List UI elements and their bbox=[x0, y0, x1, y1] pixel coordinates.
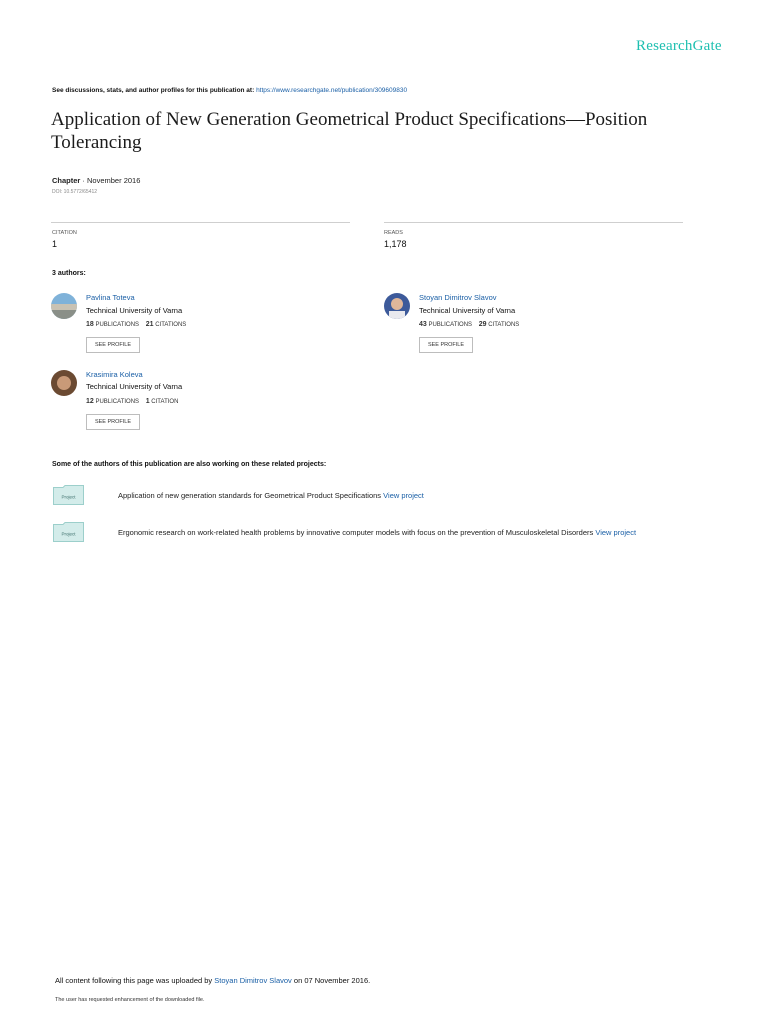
publication-url-link[interactable]: https://www.researchgate.net/publication/309609830 bbox=[256, 87, 408, 94]
author-institution: Technical University of Varna bbox=[419, 306, 516, 315]
reads-label: READS bbox=[384, 230, 403, 236]
project-icon-label: Project bbox=[61, 494, 76, 500]
chapter-type: Chapter bbox=[52, 176, 81, 185]
divider-right bbox=[384, 222, 683, 223]
enhancement-note: The user has requested enhancement of the downloaded file. bbox=[55, 997, 205, 1003]
upload-prefix: All content following this page was uploaded by bbox=[55, 976, 215, 985]
project-title: Ergonomic research on work-related health problems by innovative computer models with focus on the prevention of Musculoskeletal Disorders bbox=[118, 528, 596, 537]
project-folder-icon bbox=[53, 485, 84, 505]
project-title: Application of new generation standards for Geometrical Product Specifications bbox=[118, 491, 384, 500]
author-stats: 18 PUBLICATIONS 21 CITATIONS bbox=[86, 321, 187, 328]
citation-value: 1 bbox=[52, 239, 58, 249]
see-profile-button[interactable]: SEE PROFILE bbox=[419, 337, 473, 353]
upload-suffix: on 07 November 2016. bbox=[291, 976, 371, 985]
related-projects-heading: Some of the authors of this publication are also working on these related projects: bbox=[52, 461, 327, 468]
authors-heading: 3 authors: bbox=[52, 270, 86, 277]
chapter-date: · November 2016 bbox=[80, 176, 141, 185]
author-name-link[interactable]: Krasimira Koleva bbox=[86, 370, 143, 379]
avatar[interactable] bbox=[51, 293, 77, 319]
author-stats: 12 PUBLICATIONS 1 CITATION bbox=[86, 398, 179, 405]
project-icon-label: Project bbox=[61, 531, 76, 537]
citation-label: CITATION bbox=[52, 230, 77, 236]
author-name-link[interactable]: Stoyan Dimitrov Slavov bbox=[419, 293, 497, 302]
avatar[interactable] bbox=[51, 370, 77, 396]
project-item bbox=[118, 491, 424, 500]
person-avatar-icon bbox=[51, 370, 77, 396]
author-stats: 43 PUBLICATIONS 29 CITATIONS bbox=[419, 321, 520, 328]
reads-value: 1,178 bbox=[384, 239, 407, 249]
see-profile-button[interactable]: SEE PROFILE bbox=[86, 337, 140, 353]
landscape-avatar-icon bbox=[51, 293, 77, 319]
author-institution: Technical University of Varna bbox=[86, 306, 183, 315]
author-name-link[interactable]: Pavlina Toteva bbox=[86, 293, 135, 302]
chapter-line bbox=[52, 176, 140, 185]
uploader-link[interactable]: Stoyan Dimitrov Slavov bbox=[214, 976, 292, 985]
view-project-link[interactable]: View project bbox=[383, 491, 424, 500]
author-institution: Technical University of Varna bbox=[86, 382, 183, 391]
avatar[interactable] bbox=[384, 293, 410, 319]
doi: DOI: 10.5772/65412 bbox=[52, 189, 98, 195]
researchgate-logo[interactable]: ResearchGate bbox=[636, 38, 722, 54]
person-avatar-icon bbox=[384, 293, 410, 319]
discussion-line bbox=[52, 87, 407, 94]
view-project-link[interactable]: View project bbox=[595, 528, 637, 537]
upload-note bbox=[55, 976, 370, 985]
see-profile-button[interactable]: SEE PROFILE bbox=[86, 414, 140, 430]
discussion-prefix: See discussions, stats, and author profiles for this publication at: bbox=[52, 87, 257, 94]
project-folder-icon bbox=[53, 522, 84, 542]
page-title: Application of New Generation Geometrical Product Specifications—Position Tolerancing bbox=[51, 109, 648, 153]
project-item bbox=[118, 528, 636, 537]
divider-left bbox=[51, 222, 350, 223]
